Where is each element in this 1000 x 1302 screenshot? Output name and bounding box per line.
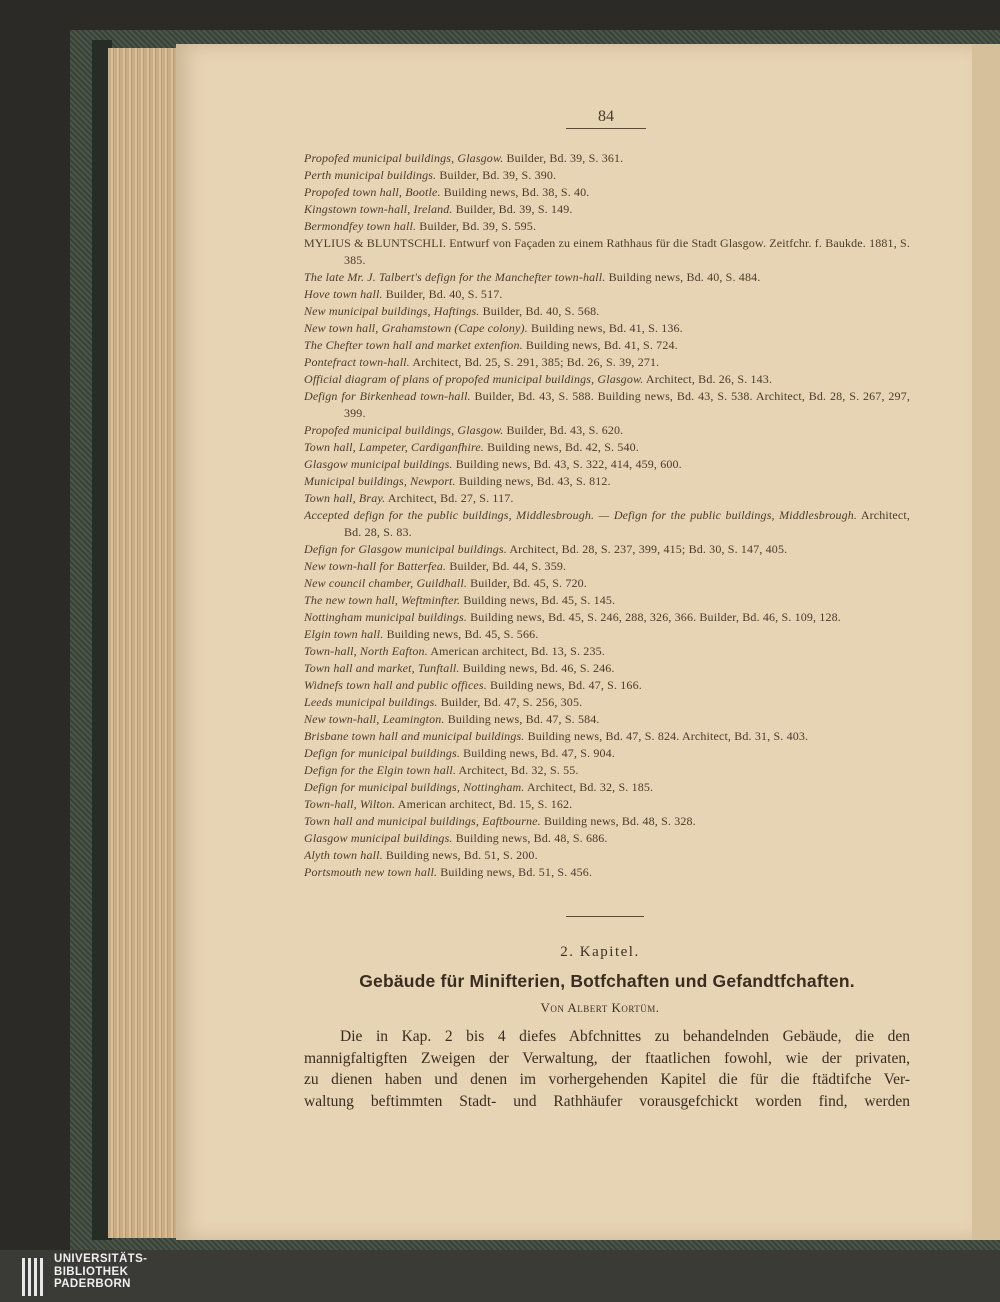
reference-source: Building news, Bd. 45, S. 145. [463,593,616,607]
reference-title: Town hall and municipal buildings, Eaftbourne. [304,814,541,828]
reference-source: Builder, Bd. 39, S. 149. [455,202,573,216]
reference-title: The Chefter town hall and market extenfion. [304,338,523,352]
reference-title: Town-hall, Wilton. [304,797,396,811]
reference-title: Elgin town hall. [304,627,384,641]
reference-entry [304,218,910,235]
reference-entry [304,677,910,694]
chapter-author: Von Albert Kortüm. [540,1000,660,1015]
reference-entry [304,541,910,558]
reference-title: Bermondfey town hall. [304,219,417,233]
reference-entry [304,558,910,575]
reference-entry [304,626,910,643]
reference-entry [304,269,910,286]
reference-entry [304,490,910,507]
reference-entry [304,473,910,490]
reference-title: Brisbane town hall and municipal buildings. [304,729,525,743]
reference-title: Propofed municipal buildings, Glasgow. [304,423,504,437]
chapter-number: 2. Kapitel. [560,944,640,960]
reference-title: Alyth town hall. [304,848,383,862]
reference-source: Building news, Bd. 41, S. 136. [530,321,683,335]
reference-source: American architect, Bd. 15, S. 162. [397,797,573,811]
reference-entry [304,728,910,745]
reference-entry [304,150,910,167]
reference-title: Defign for municipal buildings, Nottingham. [304,780,525,794]
reference-source: Builder, Bd. 39, S. 390. [439,168,557,182]
reference-title: Glasgow municipal buildings. [304,457,453,471]
reference-entry [304,592,910,609]
reference-title: Town-hall, North Eafton. [304,644,428,658]
reference-title: Town hall, Bray. [304,491,386,505]
reference-title: New town-hall for Batterfea. [304,559,447,573]
reference-title: Town hall, Lampeter, Cardiganfhire. [304,440,484,454]
reference-title: The late Mr. J. Talbert's defign for the Manchefter town-hall. [304,270,606,284]
reference-title: Accepted defign for the public buildings, Middlesbrough. — Defign for the public buildings, Middlesbrough. [304,508,858,522]
reference-entry [304,235,910,269]
reference-source: Architect, Bd. 26, S. 143. [645,372,773,386]
reference-source: Building news, Bd. 43, S. 812. [458,474,611,488]
reference-entry [304,779,910,796]
reference-source: Builder, Bd. 44, S. 359. [449,559,567,573]
reference-source: Building news, Bd. 47, S. 166. [490,678,642,692]
reference-entry [304,388,910,422]
reference-entry [304,609,910,626]
reference-title: Official diagram of plans of propofed municipal buildings, Glasgow. [304,372,644,386]
reference-entry [304,201,910,218]
reference-entry [304,694,910,711]
reference-title: Defign for the Elgin town hall. [304,763,456,777]
reference-source: Builder, Bd. 40, S. 568. [482,304,600,318]
reference-title: Nottingham municipal buildings. [304,610,467,624]
reference-title: Portsmouth new town hall. [304,865,438,879]
reference-entry [304,745,910,762]
reference-title: New council chamber, Guildhall. [304,576,467,590]
body-line: mannigfaltigften Zweigen der Verwaltung, der ftaatlichen fowohl, wie der privaten, [304,1049,910,1067]
reference-source: Architect, Bd. 25, S. 291, 385; Bd. 26, S. 39, 271. [412,355,660,369]
reference-source: MYLIUS & BLUNTSCHLI. Entwurf von Façaden zu einem Rathhaus für die Stadt Glasgow. Zeitfchr. f. Baukde. 1881, S. 385. [304,236,910,267]
page-number: 84 [598,108,614,125]
reference-entry [304,762,910,779]
reference-entry [304,830,910,847]
reference-source: Building news, Bd. 45, S. 566. [386,627,539,641]
reference-source: Builder, Bd. 39, S. 361. [506,151,624,165]
reference-title: New municipal buildings, Haftings. [304,304,480,318]
reference-source: Building news, Bd. 48, S. 328. [543,814,696,828]
reference-source: Building news, Bd. 48, S. 686. [455,831,608,845]
reference-title: Defign for Glasgow municipal buildings. [304,542,507,556]
library-name-line: PADERBORN [54,1278,131,1290]
reference-title: Municipal buildings, Newport. [304,474,456,488]
reference-entry [304,456,910,473]
reference-entry [304,354,910,371]
reference-entry [304,575,910,592]
reference-source: Architect, Bd. 28, S. 237, 399, 415; Bd. 30, S. 147, 405. [509,542,788,556]
reference-entry [304,711,910,728]
reference-source: Building news, Bd. 41, S. 724. [525,338,678,352]
reference-source: Building news, Bd. 47, S. 584. [447,712,600,726]
body-line: zu dienen haben und denen im vorhergehenden Kapitel die für die ftädtifche Ver- [304,1071,910,1088]
reference-title: Defign for Birkenhead town-hall. [304,389,471,403]
reference-title: Defign for municipal buildings. [304,746,460,760]
reference-entry [304,286,910,303]
reference-source: Builder, Bd. 43, S. 588. Building news, Bd. 43, S. 538. Architect, Bd. 28, S. 267, 297, 399. [344,389,910,420]
reference-entry [304,167,910,184]
reference-title: New town hall, Grahamstown (Cape colony). [304,321,528,335]
body-text [304,1026,910,1112]
reference-source: Building news, Bd. 47, S. 824. Architect, Bd. 31, S. 403. [527,729,809,743]
reference-source: Builder, Bd. 45, S. 720. [470,576,587,590]
reference-title: Leeds municipal buildings. [304,695,438,709]
page-stack-edges [108,48,180,1238]
reference-entry [304,507,910,541]
library-name [54,1253,147,1291]
library-name-line: BIBLIOTHEK [54,1265,129,1278]
reference-entry [304,422,910,439]
reference-entry [304,337,910,354]
reference-title: Glasgow municipal buildings. [304,831,453,845]
reference-source: Building news, Bd. 38, S. 40. [443,185,590,199]
reference-title: New town-hall, Leamington. [304,712,445,726]
reference-title: The new town hall, Weftminfter. [304,593,461,607]
reference-source: Architect, Bd. 28, S. 83. [344,508,910,539]
reference-source: Architect, Bd. 27, S. 117. [387,491,514,505]
reference-source: Building news, Bd. 51, S. 200. [385,848,538,862]
reference-source: Architect, Bd. 32, S. 55. [458,763,579,777]
reference-entry [304,847,910,864]
facing-page-edge [972,44,1000,1240]
reference-source: Building news, Bd. 43, S. 322, 414, 459, 600. [455,457,682,471]
body-line: waltung beftimmten Stadt- und Rathhäufer vorausgefchickt worden find, werden [304,1092,910,1110]
reference-source: Builder, Bd. 47, S. 256, 305. [440,695,583,709]
reference-title: Kingstown town-hall, Ireland. [304,202,453,216]
reference-source: Building news, Bd. 45, S. 246, 288, 326, 366. Builder, Bd. 46, S. 109, 128. [470,610,841,624]
reference-title: Widnefs town hall and public offices. [304,678,487,692]
reference-entry [304,643,910,660]
section-divider [566,916,644,917]
body-line: Die in Kap. 2 bis 4 diefes Abfchnittes zu behandelnden Gebäude, die den [340,1028,910,1045]
reference-source: Builder, Bd. 43, S. 620. [506,423,624,437]
reference-entry [304,371,910,388]
reference-title: Hove town hall. [304,287,383,301]
reference-title: Perth municipal buildings. [304,168,437,182]
reference-source: Building news, Bd. 51, S. 456. [440,865,593,879]
reference-entry [304,439,910,456]
reference-title: Propofed municipal buildings, Glasgow. [304,151,504,165]
reference-entry [304,796,910,813]
reference-entry [304,303,910,320]
reference-entry [304,660,910,677]
reference-source: Building news, Bd. 40, S. 484. [608,270,761,284]
page-number-rule [566,128,646,129]
library-footer [0,1250,1000,1302]
reference-source: Architect, Bd. 32, S. 185. [526,780,654,794]
reference-entry [304,184,910,201]
reference-list [304,150,910,881]
reference-source: Building news, Bd. 42, S. 540. [487,440,639,454]
reference-title: Propofed town hall, Bootle. [304,185,441,199]
reference-source: Building news, Bd. 47, S. 904. [463,746,615,760]
reference-source: Builder, Bd. 40, S. 517. [385,287,503,301]
reference-source: American architect, Bd. 13, S. 235. [430,644,605,658]
reference-source: Builder, Bd. 39, S. 595. [419,219,537,233]
library-logo-icon [22,1258,50,1296]
reference-entry [304,864,910,881]
reference-entry [304,320,910,337]
reference-entry [304,813,910,830]
library-name-line: UNIVERSITÄTS- [54,1253,148,1265]
chapter-title: Gebäude für Minifterien, Botfchaften und Gefandtfchaften. [359,971,855,991]
reference-source: Building news, Bd. 46, S. 246. [462,661,615,675]
reference-title: Pontefract town-hall. [304,355,410,369]
reference-title: Town hall and market, Tunftall. [304,661,460,675]
